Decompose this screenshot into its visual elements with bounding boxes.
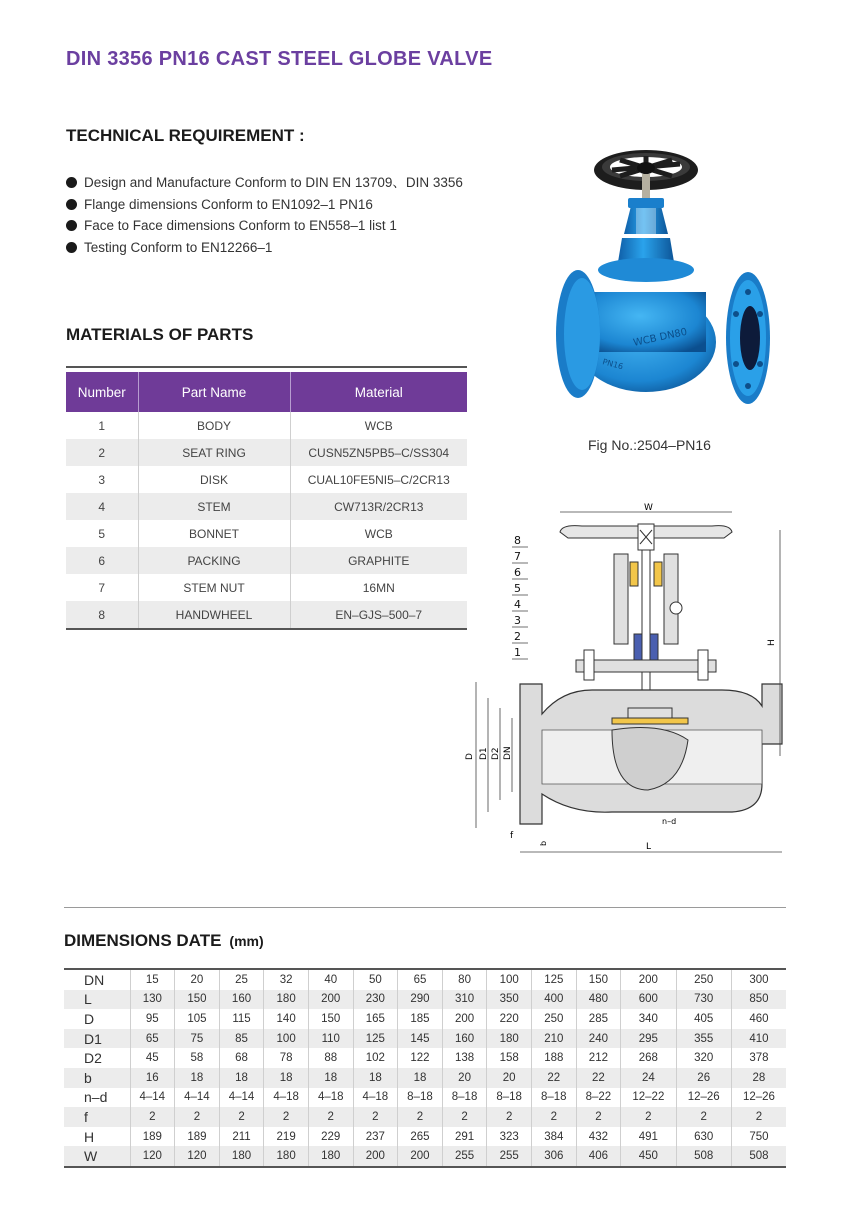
table-cell: 189 <box>130 1127 175 1147</box>
cell-number: 4 <box>66 493 138 520</box>
callout-label: 8 <box>514 534 521 547</box>
table-cell: 730 <box>676 990 731 1010</box>
table-cell: 12–26 <box>742 1091 775 1104</box>
table-cell: 130 <box>130 990 175 1010</box>
section-divider <box>64 907 786 908</box>
table-cell: 80 <box>442 970 487 990</box>
table-cell: 18 <box>353 1068 398 1088</box>
table-cell: 230 <box>353 990 398 1010</box>
table-cell: 220 <box>487 1009 532 1029</box>
table-cell: 180 <box>264 1146 309 1166</box>
cell-part-name: BODY <box>138 412 290 439</box>
cell-number: 6 <box>66 547 138 574</box>
list-item: Face to Face dimensions Conform to EN558–1 list 1 <box>66 215 463 237</box>
label-d1: D1 <box>479 747 489 760</box>
table-cell: 189 <box>175 1127 220 1147</box>
table-cell: 2 <box>308 1107 353 1127</box>
table-row <box>66 601 467 628</box>
cell-number: 5 <box>66 520 138 547</box>
cell-material: CUAL10FE5NI5–C/2CR13 <box>307 472 450 487</box>
table-cell: 2 <box>487 1107 532 1127</box>
table-cell: 115 <box>219 1009 264 1029</box>
valve-section-drawing <box>462 494 784 864</box>
table-cell: 2 <box>175 1107 220 1127</box>
table-cell: 150 <box>576 970 621 990</box>
label-l: L <box>646 842 652 852</box>
table-cell: 630 <box>676 1127 731 1147</box>
body-marking: WCB DN80 <box>632 326 689 349</box>
table-cell: 18 <box>175 1068 220 1088</box>
bullet-icon <box>66 242 77 253</box>
table-cell: 58 <box>175 1048 220 1068</box>
table-cell: 8–18 <box>487 1088 532 1108</box>
table-row <box>64 1107 786 1127</box>
table-cell: 200 <box>398 1146 443 1166</box>
callout-label: 6 <box>514 566 521 579</box>
table-cell: 405 <box>676 1009 731 1029</box>
table-cell: 291 <box>442 1127 487 1147</box>
cell-material: CUSN5ZN5PB5–C/SS304 <box>290 439 467 466</box>
table-cell: 28 <box>731 1068 786 1088</box>
table-cell: 384 <box>531 1127 576 1147</box>
table-cell: 65 <box>398 970 443 990</box>
list-item: Design and Manufacture Conform to DIN EN 13709、DIN 3356 <box>66 172 463 194</box>
table-cell: 105 <box>175 1009 220 1029</box>
row-label: f <box>64 1107 130 1127</box>
table-cell: 95 <box>130 1009 175 1029</box>
table-cell: 211 <box>219 1127 264 1147</box>
table-cell: 12–22 <box>621 1088 676 1108</box>
table-row <box>66 466 467 493</box>
label-b: b <box>539 840 548 846</box>
table-cell: 255 <box>487 1146 532 1166</box>
table-cell: 355 <box>676 1029 731 1049</box>
list-item: Flange dimensions Conform to EN1092–1 PN16 <box>66 194 463 216</box>
table-cell: 200 <box>353 1146 398 1166</box>
callout-label: 1 <box>514 646 521 659</box>
table-cell: 8–18 <box>398 1088 443 1108</box>
table-cell: 2 <box>576 1107 621 1127</box>
table-cell: 255 <box>442 1146 487 1166</box>
table-cell: 750 <box>749 1130 769 1143</box>
cell-number: 3 <box>66 466 138 493</box>
table-cell: 150 <box>175 990 220 1010</box>
table-cell: 8–22 <box>576 1088 621 1108</box>
table-row <box>64 1029 786 1049</box>
table-cell: 15 <box>130 970 175 990</box>
table-cell: 378 <box>749 1052 769 1065</box>
table-cell: 120 <box>130 1146 175 1166</box>
callout-label: 2 <box>514 630 521 643</box>
table-cell: 300 <box>749 973 769 986</box>
row-label: DN <box>64 970 130 990</box>
cell-material: CW713R/2CR13 <box>290 493 467 520</box>
callout-label: 7 <box>514 550 521 563</box>
table-cell: 20 <box>175 970 220 990</box>
table-cell: 480 <box>576 990 621 1010</box>
page-title: DIN 3356 PN16 CAST STEEL GLOBE VALVE <box>66 48 493 70</box>
cell-part-name: STEM NUT <box>138 574 290 601</box>
row-label: D2 <box>64 1048 130 1068</box>
cell-number: 1 <box>66 412 138 439</box>
label-w: W <box>644 503 653 513</box>
table-cell: 4–14 <box>130 1088 175 1108</box>
cell-part-name: BONNET <box>138 520 290 547</box>
table-cell: 290 <box>398 990 443 1010</box>
table-cell: 120 <box>175 1146 220 1166</box>
table-cell: 2 <box>130 1107 175 1127</box>
row-label: H <box>64 1127 130 1147</box>
table-row <box>64 970 786 990</box>
callout-label: 5 <box>514 582 521 595</box>
table-cell: 188 <box>531 1048 576 1068</box>
table-cell: 285 <box>576 1009 621 1029</box>
figure-caption: Fig No.:2504–PN16 <box>588 437 711 453</box>
callout-label: 4 <box>514 598 521 611</box>
table-cell: 100 <box>264 1029 309 1049</box>
table-cell: 2 <box>731 1107 786 1127</box>
table-row <box>64 990 786 1010</box>
valve-photo <box>552 142 772 410</box>
label-d2: D2 <box>491 747 501 760</box>
row-label: W <box>64 1146 130 1166</box>
table-cell: 432 <box>576 1127 621 1147</box>
table-cell: 150 <box>308 1009 353 1029</box>
table-cell: 32 <box>264 970 309 990</box>
table-cell: 4–18 <box>264 1088 309 1108</box>
table-cell: 68 <box>219 1048 264 1068</box>
table-cell: 24 <box>621 1068 676 1088</box>
table-cell: 125 <box>353 1029 398 1049</box>
table-cell: 180 <box>308 1146 353 1166</box>
table-cell: 4–14 <box>175 1088 220 1108</box>
table-cell: 125 <box>531 970 576 990</box>
dimensions-heading: DIMENSIONS DATE (mm) <box>64 931 264 950</box>
label-h: H <box>767 639 777 646</box>
table-cell: 140 <box>264 1009 309 1029</box>
callout-label: 3 <box>514 614 521 627</box>
table-cell: 295 <box>621 1029 676 1049</box>
bullet-icon <box>66 199 77 210</box>
table-cell: 310 <box>442 990 487 1010</box>
materials-table <box>66 366 467 630</box>
table-row <box>66 574 467 601</box>
cell-material: 16MN <box>362 580 395 595</box>
table-cell: 25 <box>219 970 264 990</box>
table-cell: 219 <box>264 1127 309 1147</box>
table-cell: 18 <box>398 1068 443 1088</box>
table-cell: 320 <box>676 1048 731 1068</box>
label-dn: DN <box>503 746 513 760</box>
cell-part-name: DISK <box>138 466 290 493</box>
table-cell: 78 <box>264 1048 309 1068</box>
table-cell: 460 <box>749 1012 769 1025</box>
cell-part-name: PACKING <box>138 547 290 574</box>
label-d: D <box>465 753 475 760</box>
table-cell: 2 <box>621 1107 676 1127</box>
column-header-part-name: Part Name <box>138 372 290 412</box>
table-cell: 26 <box>676 1068 731 1088</box>
table-cell: 102 <box>353 1048 398 1068</box>
table-cell: 2 <box>676 1107 731 1127</box>
table-cell: 265 <box>398 1127 443 1147</box>
table-cell: 8–18 <box>531 1088 576 1108</box>
table-cell: 180 <box>219 1146 264 1166</box>
table-cell: 508 <box>676 1146 731 1166</box>
cell-material: GRAPHITE <box>290 547 467 574</box>
table-cell: 210 <box>531 1029 576 1049</box>
table-cell: 2 <box>353 1107 398 1127</box>
table-cell: 18 <box>219 1068 264 1088</box>
table-cell: 200 <box>308 990 353 1010</box>
materials-heading: MATERIALS OF PARTS <box>66 325 254 344</box>
cell-part-name: STEM <box>138 493 290 520</box>
table-cell: 160 <box>219 990 264 1010</box>
table-row <box>64 1068 786 1088</box>
bullet-icon <box>66 177 77 188</box>
table-cell: 165 <box>353 1009 398 1029</box>
row-label: b <box>64 1068 130 1088</box>
table-cell: 2 <box>398 1107 443 1127</box>
table-cell: 4–18 <box>308 1088 353 1108</box>
table-cell: 508 <box>731 1146 786 1166</box>
table-cell: 2 <box>264 1107 309 1127</box>
table-cell: 22 <box>576 1068 621 1088</box>
table-cell: 200 <box>621 970 676 990</box>
column-header-material: Material <box>290 372 467 412</box>
row-label: D1 <box>64 1029 130 1049</box>
table-cell: 185 <box>398 1009 443 1029</box>
cell-material: EN–GJS–500–7 <box>290 601 467 628</box>
table-cell: 145 <box>398 1029 443 1049</box>
table-row <box>66 439 467 466</box>
table-cell: 122 <box>398 1048 443 1068</box>
row-label: L <box>64 990 130 1010</box>
table-cell: 50 <box>353 970 398 990</box>
table-row <box>64 1146 786 1166</box>
table-cell: 323 <box>487 1127 532 1147</box>
table-cell: 240 <box>576 1029 621 1049</box>
label-nd: n–d <box>662 817 677 826</box>
cell-part-name: HANDWHEEL <box>138 601 290 628</box>
table-row <box>66 412 467 439</box>
table-cell: 212 <box>576 1048 621 1068</box>
table-cell: 158 <box>487 1048 532 1068</box>
table-cell: 138 <box>442 1048 487 1068</box>
table-cell: 2 <box>442 1107 487 1127</box>
cell-number: 2 <box>66 439 138 466</box>
table-cell: 400 <box>531 990 576 1010</box>
table-cell: 12–26 <box>676 1088 731 1108</box>
table-cell: 491 <box>621 1127 676 1147</box>
table-row <box>64 1009 786 1029</box>
bullet-icon <box>66 220 77 231</box>
label-f: f <box>510 831 514 841</box>
table-row <box>66 493 467 520</box>
table-cell: 410 <box>731 1029 786 1049</box>
table-cell: 20 <box>487 1068 532 1088</box>
table-row <box>66 547 467 574</box>
table-cell: 350 <box>487 990 532 1010</box>
technical-requirement-heading: TECHNICAL REQUIREMENT : <box>66 126 305 145</box>
table-cell: 180 <box>487 1029 532 1049</box>
table-row <box>64 1088 786 1108</box>
table-cell: 20 <box>442 1068 487 1088</box>
cell-part-name: SEAT RING <box>138 439 290 466</box>
table-cell: 40 <box>308 970 353 990</box>
table-row <box>64 1127 786 1147</box>
table-cell: 85 <box>219 1029 264 1049</box>
table-row <box>64 1048 786 1068</box>
table-cell: 75 <box>175 1029 220 1049</box>
technical-requirement-list <box>66 172 463 258</box>
table-cell: 16 <box>130 1068 175 1088</box>
row-label: n–d <box>64 1088 130 1108</box>
table-cell: 100 <box>487 970 532 990</box>
table-cell: 2 <box>219 1107 264 1127</box>
table-cell: 450 <box>621 1146 676 1166</box>
table-cell: 22 <box>531 1068 576 1088</box>
cell-number: 8 <box>66 601 138 628</box>
table-cell: 18 <box>264 1068 309 1088</box>
table-cell: 340 <box>621 1009 676 1029</box>
table-cell: 110 <box>308 1029 353 1049</box>
table-cell: 160 <box>442 1029 487 1049</box>
table-cell: 88 <box>308 1048 353 1068</box>
cell-material: WCB <box>364 526 393 541</box>
table-row <box>66 520 467 547</box>
table-cell: 45 <box>130 1048 175 1068</box>
row-label: D <box>64 1009 130 1029</box>
table-cell: 18 <box>308 1068 353 1088</box>
table-cell: 4–14 <box>219 1088 264 1108</box>
table-cell: 250 <box>676 970 731 990</box>
body-marking-2: PN16 <box>601 357 625 372</box>
table-cell: 268 <box>621 1048 676 1068</box>
table-cell: 237 <box>353 1127 398 1147</box>
table-cell: 4–18 <box>353 1088 398 1108</box>
table-cell: 8–18 <box>442 1088 487 1108</box>
list-item: Testing Conform to EN12266–1 <box>66 237 463 259</box>
table-cell: 306 <box>531 1146 576 1166</box>
table-cell: 2 <box>531 1107 576 1127</box>
table-cell: 229 <box>308 1127 353 1147</box>
table-cell: 850 <box>731 990 786 1010</box>
table-cell: 406 <box>576 1146 621 1166</box>
table-cell: 250 <box>531 1009 576 1029</box>
table-cell: 65 <box>130 1029 175 1049</box>
cell-number: 7 <box>66 574 138 601</box>
column-header-number: Number <box>66 372 138 412</box>
table-cell: 200 <box>442 1009 487 1029</box>
dimensions-table <box>64 968 786 1168</box>
table-cell: 180 <box>264 990 309 1010</box>
cell-material: WCB <box>364 418 393 433</box>
dimensions-unit: (mm) <box>229 933 264 949</box>
table-cell: 600 <box>621 990 676 1010</box>
